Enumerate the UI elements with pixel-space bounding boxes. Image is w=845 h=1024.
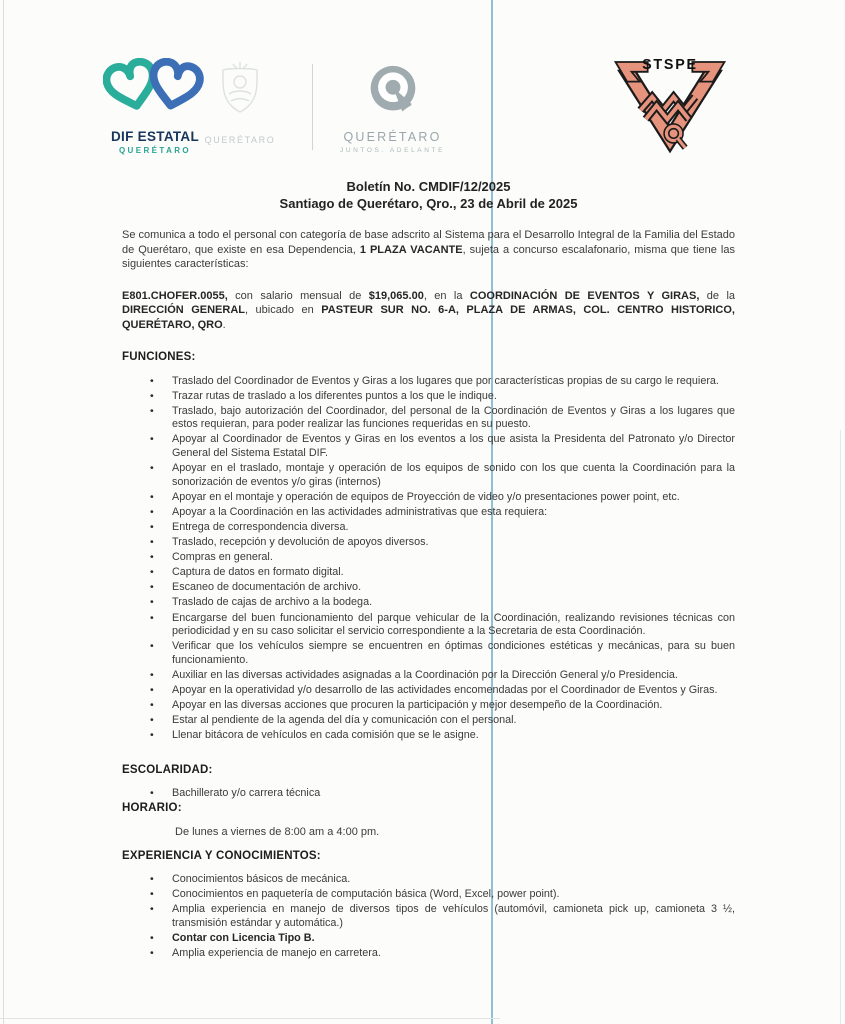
text-segment: COORDINACIÓN DE EVENTOS Y GIRAS,: [469, 289, 700, 302]
text-segment: 1 PLAZA VACANTE: [359, 243, 463, 256]
bulletin-number: Boletín No. CMDIF/12/2025: [346, 179, 511, 194]
list-item: [150, 491, 735, 505]
list-item: [150, 787, 735, 801]
bullet-icon: •: [150, 699, 154, 712]
list-item-text: Trazar rutas de traslado a los diferentes puntos a los que le indique.: [172, 389, 497, 402]
header-logos: [0, 56, 845, 171]
bullet-icon: •: [150, 596, 154, 609]
list-item-text: Verificar que los vehículos siempre se encuentren en óptimas condiciones estéticas y mecánicas, para su buen funcionamiento.: [172, 640, 735, 666]
bullet-icon: •: [150, 536, 154, 549]
text-segment: DIRECCIÓN GENERAL: [122, 304, 245, 317]
bullet-icon: •: [150, 374, 154, 387]
text-segment: $19,065.00: [368, 289, 424, 302]
bullet-icon: •: [150, 714, 154, 727]
vacancy-paragraph: [122, 289, 735, 333]
bullet-icon: •: [150, 873, 154, 885]
list-item: [150, 947, 735, 961]
document-content: [122, 178, 735, 962]
bullet-icon: •: [150, 786, 154, 799]
list-item: [150, 669, 735, 683]
logo-divider: [312, 64, 313, 150]
funciones-list: [122, 375, 735, 743]
crest-place-label: QUERÉTARO: [204, 135, 276, 145]
list-item-text: Auxiliar en las diversas actividades asignadas a la Coordinación por la Dirección General y/o Presidencia.: [172, 668, 678, 681]
q-mark-icon: [365, 105, 421, 122]
queretaro-crest-logo: [198, 60, 282, 145]
text-segment: PASTEUR SUR NO. 6-A, PLAZA DE ARMAS, COL. CENTRO HISTORICO, QUERÉTARO, QRO: [122, 304, 735, 331]
list-item-text: Amplia experiencia de manejo en carretera.: [172, 946, 381, 959]
list-item: [150, 699, 735, 713]
list-item-text: Conocimientos básicos de mecánica.: [172, 873, 351, 885]
list-item-text: Contar con Licencia Tipo B.: [172, 931, 315, 944]
bulletin-dateline: Santiago de Querétaro, Qro., 23 de Abril de 2025: [279, 196, 578, 211]
list-item: [150, 390, 735, 404]
bullet-icon: •: [150, 490, 154, 503]
list-item: [150, 612, 735, 639]
list-item-text: Encargarse del buen funcionamiento del parque vehicular de la Coordinación, realizando revisiones técnicas con periodicidad y en su caso solicitar el servicio correspondiente a la Secretaria de esta Coordinación.: [172, 611, 735, 638]
stspe-union-logo: [603, 56, 737, 160]
list-item-text: Apoyar en el traslado, montaje y operación de los equipos de sonido con los que cuenta la Coordinación para la sonorización de eventos y/o giras (internos): [172, 462, 735, 488]
dif-logo-name: DIF ESTATAL: [110, 129, 200, 144]
list-item: [150, 932, 735, 946]
list-item: [150, 551, 735, 565]
bullet-icon: •: [150, 462, 154, 475]
stspe-emblem-icon: [603, 57, 737, 164]
list-item: [150, 566, 735, 580]
stspe-acronym: STSPE: [642, 57, 698, 74]
bullet-icon: •: [150, 551, 154, 564]
section-heading-horario: HORARIO:: [122, 802, 182, 814]
scan-artifact-right-edge: [840, 430, 841, 1024]
section-heading-escolaridad: ESCOLARIDAD:: [122, 763, 213, 776]
bullet-icon: •: [150, 611, 154, 624]
list-item-text: Traslado del Coordinador de Eventos y Giras a los lugares que por características propias de su cargo le requiera.: [172, 374, 719, 387]
bullet-icon: •: [150, 684, 154, 697]
list-item-text: Amplia experiencia en manejo de diversos tipos de vehículos (automóvil, camioneta pick up, camioneta 3 ½, transmisión estándar y automática.): [172, 903, 735, 929]
coat-of-arms-icon: [209, 113, 271, 130]
bullet-icon: •: [150, 931, 154, 944]
list-item: [150, 521, 735, 535]
text-segment: de la: [699, 289, 736, 302]
text-segment: E801.CHOFER.0055,: [122, 289, 228, 302]
list-item: [150, 714, 735, 728]
text-segment: Se comunica a todo el personal con categoría de base adscrito al Sistema para el Desarrollo Integral de la Familia del Estado de Querétaro, que existe en esa Dependencia,: [122, 229, 735, 256]
bullet-icon: •: [150, 668, 154, 681]
section-heading-funciones: FUNCIONES:: [122, 350, 196, 363]
bullet-icon: •: [150, 521, 154, 533]
list-item-text: Apoyar en el montaje y operación de equipos de Proyección de video y/o presentaciones power point, etc.: [172, 490, 680, 503]
list-item: [150, 506, 735, 520]
bullet-icon: •: [150, 566, 154, 579]
queretaro-state-logo: [335, 64, 450, 154]
text-segment: , ubicado en: [244, 304, 322, 317]
bullet-icon: •: [150, 888, 154, 901]
list-item: [150, 684, 735, 698]
list-item-text: Apoyar a la Coordinación en las actividades administrativas que esta requiera:: [172, 505, 548, 518]
list-item-text: Captura de datos en formato digital.: [172, 566, 344, 579]
list-item-text: Estar al pendiente de la agenda del día y comunicación con el personal.: [172, 714, 517, 727]
text-segment: .: [222, 318, 226, 331]
list-item: [150, 581, 735, 595]
list-item-text: Compras en general.: [172, 551, 273, 564]
scan-artifact-bottom-edge: [0, 1018, 500, 1019]
list-item-text: Apoyar en las diversas acciones que procuren la participación y mejor desempeño de la Coordinación.: [172, 699, 663, 712]
bullet-icon: •: [150, 946, 154, 959]
list-item: [150, 536, 735, 550]
bullet-icon: •: [150, 389, 154, 402]
dif-logo-place: QUERÉTARO: [118, 146, 192, 155]
list-item: [150, 873, 735, 887]
list-item: [150, 729, 735, 743]
list-item: [150, 596, 735, 610]
list-item-text: Apoyar al Coordinador de Eventos y Giras en los eventos a los que asista la Presidenta del Patronato y/o Director General del Sistema Estatal DIF.: [172, 433, 735, 460]
bullet-icon: •: [150, 404, 154, 417]
list-item-text: Conocimientos en paquetería de computación básica (Word, Excel, power point).: [172, 888, 560, 901]
list-item-text: Entrega de correspondencia diversa.: [172, 521, 349, 533]
bullet-icon: •: [150, 640, 154, 653]
horario-text: De lunes a viernes de 8:00 am a 4:00 pm.: [175, 826, 380, 838]
intro-paragraph: [122, 228, 735, 272]
bullet-icon: •: [150, 729, 154, 742]
list-item-text: Llenar bitácora de vehículos en cada comisión que se le asigne.: [172, 729, 479, 742]
bullet-icon: •: [150, 505, 154, 518]
list-item-text: Apoyar en la operatividad y/o desarrollo de las actividades encomendadas por el Coordinador de Eventos y Giras.: [172, 684, 718, 697]
list-item-text: Traslado, recepción y devolución de apoyos diversos.: [172, 536, 429, 549]
list-item-text: Traslado, bajo autorización del Coordinador, del personal de la Coordinación de Eventos y Giras a los lugares que estos requieran, para poder realizar las funciones requeridas en su puesto.: [172, 404, 735, 431]
list-item: [150, 640, 735, 667]
list-item-text: Bachillerato y/o carrera técnica: [172, 786, 321, 799]
list-item: [150, 888, 735, 902]
list-item: [150, 903, 735, 930]
section-heading-experiencia: EXPERIENCIA Y CONOCIMIENTOS:: [122, 850, 321, 862]
list-item: [150, 405, 735, 432]
text-segment: , en la: [423, 289, 470, 302]
escolaridad-list: [122, 787, 735, 801]
list-item: [150, 375, 735, 389]
bulletin-title: [122, 178, 735, 212]
text-segment: con salario mensual de: [227, 289, 369, 302]
list-item-text: Traslado de cajas de archivo a la bodega.: [172, 596, 373, 609]
state-logo-place: QUERÉTARO: [343, 130, 442, 144]
bullet-icon: •: [150, 581, 154, 594]
dif-hearts-icon: [103, 109, 207, 126]
list-item: [150, 433, 735, 460]
bullet-icon: •: [150, 433, 154, 446]
list-item: [150, 462, 735, 489]
dif-estatal-logo: [100, 58, 210, 155]
list-item-text: Escaneo de documentación de archivo.: [172, 581, 362, 594]
state-logo-slogan: JUNTOS. ADELANTE: [339, 147, 446, 154]
bullet-icon: •: [150, 903, 154, 916]
experiencia-list: [122, 873, 735, 961]
text-segment: , sujeta a concurso escalafonario, misma que tiene las siguientes características:: [122, 243, 735, 271]
